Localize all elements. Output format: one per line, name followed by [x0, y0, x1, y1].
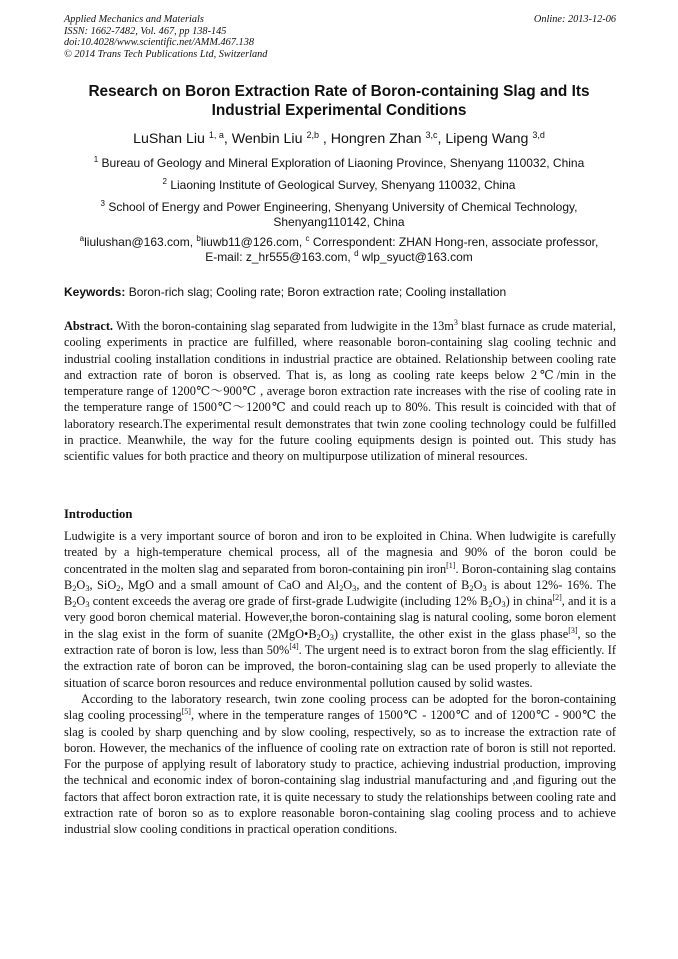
author-name: Hongren Zhan [330, 131, 422, 147]
email-mark: c [305, 234, 310, 243]
author-name: Lipeng Wang [445, 131, 529, 147]
introduction-heading: Introduction [64, 507, 133, 521]
author-name: Wenbin Liu [231, 131, 303, 147]
author-name: LuShan Liu [133, 131, 205, 147]
email-mark: a [79, 234, 85, 243]
body-text: , MgO and a small amount of CaO and Al [120, 577, 340, 592]
journal-name: Applied Mechanics and Materials [64, 14, 204, 25]
subscript: 2 [72, 583, 77, 593]
subscript: 3 [85, 583, 90, 593]
keywords-text: Boron-rich slag; Cooling rate; Boron extraction rate; Cooling installation [125, 285, 507, 299]
citation: [3] [568, 625, 578, 635]
email-c: E-mail: z_hr555@163.com, [205, 250, 355, 264]
keywords [64, 285, 616, 300]
body-text: According to the laboratory research, twin zone cooling process can be adopted for the boron-containing slag cooling processing [64, 691, 616, 723]
citation: [2] [552, 593, 562, 603]
author-list: LuShan Liu $^{1, a}$, Wenbin Liu $^{2,b}$ , Hongren Zhan $^{3,c}$, Lipeng Wang $^{3,d}$ [133, 130, 545, 147]
affiliation-text-line-2: Shenyang110142, China [273, 215, 405, 229]
author-affiliation-mark: 3,c [425, 130, 438, 140]
body-text: , where in the temperature ranges of 1500℃ - 1200℃ and of 1200℃ - 900℃ the slag is cooled by sharp quenching and by slow cooling, respectively, so as to increase the extraction rate of boron. However, the mechanics of the influence of cooling rate on extraction rate of boron is still not reported. For the purpose of applying result of laboratory study to practice, achieving industrial production, improving the technical and economic index of boron-containing slag industrial manufacturing and ,and figuring out the factors that affect boron extraction rate, it is quite necessary to study the relationships between cooling rate and extraction rate of boron so as to explore reasonable boron-containing slag cooling process and to achieve industrial slow cooling conditions in practical operation conditions. [64, 708, 617, 837]
author-affiliation-mark: 1, a [208, 130, 224, 140]
subscript: 2 [488, 600, 493, 610]
body-text: O [76, 577, 86, 592]
author-emails [64, 235, 614, 265]
body-text: , and the content of B [356, 577, 470, 592]
email-b: liuwb11@126.com, [200, 235, 306, 249]
author-affiliation-mark: 2,b [306, 130, 319, 140]
affiliation-mark: 1 [93, 155, 99, 164]
body-text: Ludwigite is a very important source of boron and iron to be exploited in China. When ludwigite is carefully treated by a high-temperature chemical process, all of the magnesia and 90% of the boron could be concentrated in the molten slag and separated from boron-containing pin iron [64, 529, 616, 576]
correspondent-note: Correspondent: ZHAN Hong-ren, associate professor, [309, 235, 599, 249]
body-text: is about 12%- 16%. The B [64, 577, 616, 609]
subscript: 2 [116, 583, 121, 593]
introduction-paragraph-1 [64, 528, 616, 691]
abstract [64, 318, 616, 465]
citation: [1] [446, 560, 456, 570]
title-line-2: Industrial Experimental Conditions [211, 102, 467, 119]
body-text: . The urgent need is to extract boron from the slag efficiently. If the extraction rate of boron can be improved, the boron-containing slag can be used properly to alleviate the situation of scarce boron resources and reduce environmental pollution caused by solid wastes. [64, 643, 616, 690]
keywords-label: Keywords: [64, 285, 126, 299]
affiliation-3 [64, 200, 614, 230]
body-text: O [320, 626, 330, 641]
body-text: , so the extraction rate of boron is low, less than 50% [64, 626, 616, 658]
subscript: 2 [469, 583, 474, 593]
journal-issn: ISSN: 1662-7482, Vol. 467, pp 138-145 [64, 25, 227, 37]
introduction-body [64, 528, 616, 838]
affiliation-mark: 3 [100, 199, 105, 208]
online-date: Online: 2013-12-06 [533, 14, 616, 25]
email-mark: d [354, 249, 359, 258]
abstract-text: With the boron-containing slag separated from ludwigite in the 13m [113, 319, 454, 333]
affiliation-text: Bureau of Geology and Mineral Exploration of Liaoning Province, Shenyang 110032, China [101, 156, 585, 170]
subscript: 2 [339, 583, 344, 593]
body-text: O [76, 594, 86, 609]
citation: [5] [181, 707, 191, 717]
subscript: 3 [482, 583, 487, 593]
journal-header [64, 14, 616, 60]
body-text: content exceeds the averag ore grade of first-grade Ludwigite (including 12% B [89, 594, 489, 609]
email-a: liulushan@163.com, [84, 235, 197, 249]
affiliation-2 [64, 178, 614, 193]
paper-title [64, 82, 614, 120]
email-mark: b [196, 234, 201, 243]
email-d: wlp_syuct@163.com [358, 250, 473, 264]
affiliation-text: School of Energy and Power Engineering, Shenyang University of Chemical Technology, [108, 200, 578, 214]
body-text: O [343, 577, 353, 592]
body-text: O [473, 577, 483, 592]
subscript: 3 [501, 600, 506, 610]
body-text: , and it is a very good boron chemical material. However,the boron-containing slag is natural cooling, some boron element in the slag exist in the form of suanite (2MgO•B [64, 594, 617, 641]
subscript: 2 [316, 632, 321, 642]
journal-doi: doi:10.4028/www.scientific.net/AMM.467.138 [64, 37, 254, 49]
body-text: , SiO [89, 577, 117, 592]
superscript: 3 [453, 318, 458, 327]
affiliation-1 [64, 156, 614, 171]
introduction-paragraph-2 [64, 691, 616, 838]
body-text: O [492, 594, 502, 609]
body-text: ) crystallite, the other exist in the glass phase [333, 626, 569, 641]
journal-copyright: © 2014 Trans Tech Publications Ltd, Switzerland [64, 48, 268, 60]
citation: [4] [289, 642, 299, 652]
body-text: . Boron-containing slag contains B [64, 561, 616, 592]
subscript: 3 [352, 583, 357, 593]
subscript: 3 [329, 632, 334, 642]
subscript: 2 [72, 600, 77, 610]
abstract-label: Abstract. [64, 319, 114, 333]
abstract-text: blast furnace as crude material, cooling experiments in practice are fulfilled, where reasonable boron-containing slag cooling technic and industrial cooling installation conditions in industrial practice are obtained. Relationship between cooling rate and extraction rate of boron is observed. That is, as long as cooling rate keeps below 2℃/min in the temperature range of 1200℃～900℃ , average boron extraction rate increases with the rise of cooling rate in the temperature range of 1500℃～1200℃ and could reach up to 80%. This result is coincided with that of laboratory research.The experimental result demonstrates that twin zone cooling technology could be fulfilled in practice. Meanwhile, the way for the future cooling equipments design is pointed out. This study has scientific values for both practice and theory on multipurpose utilization of mineral resources. [64, 319, 616, 464]
title-line-1: Research on Boron Extraction Rate of Boron-containing Slag and Its [88, 83, 590, 100]
affiliation-text: Liaoning Institute of Geological Survey, Shenyang 110032, China [170, 178, 516, 192]
author-affiliation-mark: 3,d [532, 130, 545, 140]
affiliation-mark: 2 [162, 177, 167, 186]
subscript: 3 [85, 600, 90, 610]
body-text: ) in china [505, 594, 553, 609]
